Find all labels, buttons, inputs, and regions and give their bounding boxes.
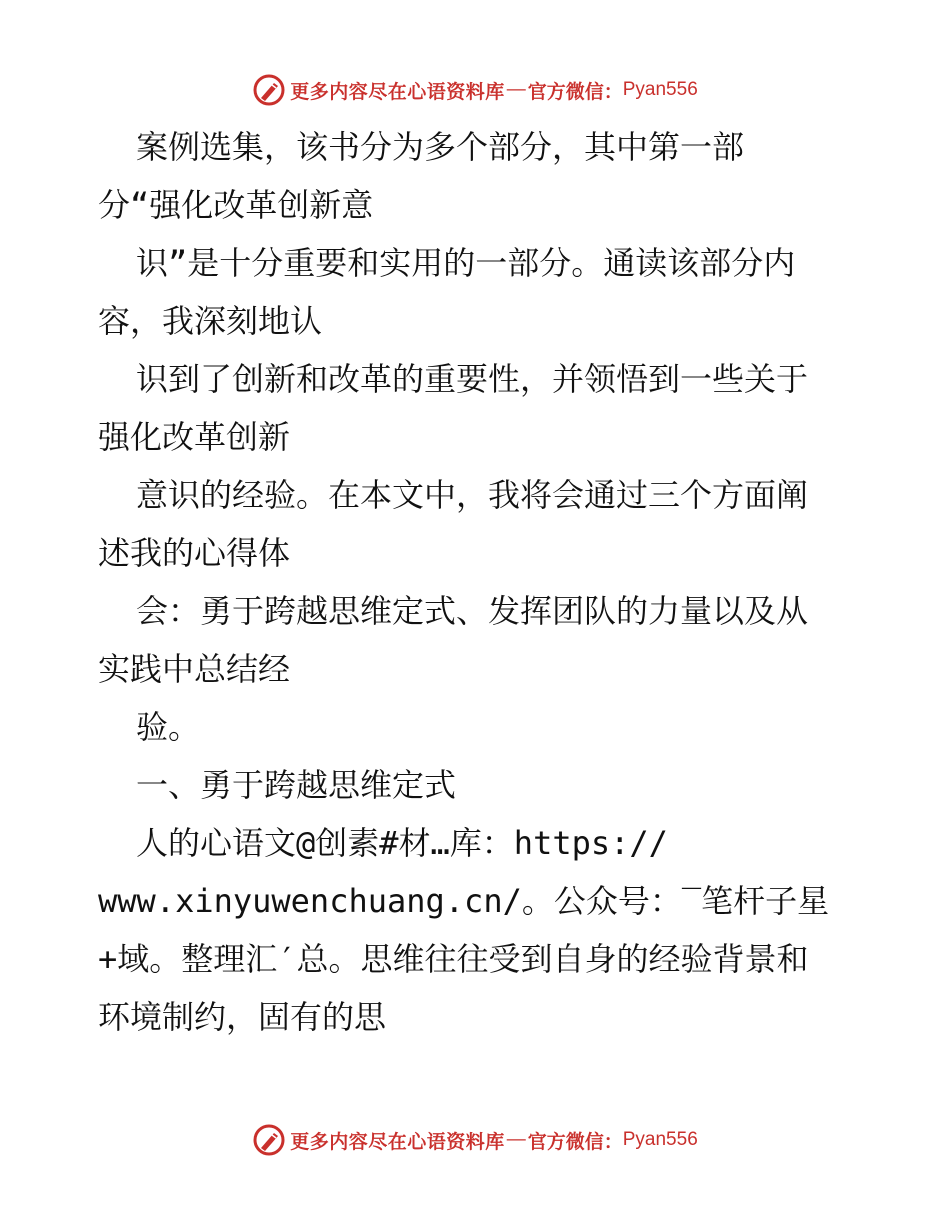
banner-separator: —	[506, 1129, 526, 1150]
pen-logo-icon	[252, 1123, 286, 1157]
text-line: 会：勇于跨越思维定式、发挥团队的力量以及从	[136, 592, 809, 630]
section-heading: 一、勇于跨越思维定式	[136, 766, 457, 804]
banner-wechat-label: 官方微信：	[527, 1130, 623, 1153]
header-banner	[0, 70, 950, 110]
text-line: 实践中总结经	[98, 650, 291, 688]
text-line: 识”是十分重要和实用的一部分。通读该部分内	[136, 244, 796, 282]
text-line: 识到了创新和改革的重要性，并领悟到一些关于	[136, 360, 809, 398]
text-line: 环境制约，固有的思	[98, 998, 387, 1036]
text-line: 案例选集，该书分为多个部分，其中第一部	[136, 128, 745, 166]
banner-slogan: 更多内容尽在心语资料库	[290, 80, 505, 103]
document-body	[98, 118, 858, 1046]
pen-logo-icon	[252, 73, 286, 107]
text-line: 人的心语文@创素#材…库：https://	[136, 824, 668, 862]
banner-wechat-id: Pyan556	[622, 1129, 698, 1150]
text-line: 述我的心得体	[98, 534, 291, 572]
banner-slogan: 更多内容尽在心语资料库	[290, 1130, 505, 1153]
text-line: 意识的经验。在本文中，我将会通过三个方面阐	[136, 476, 809, 514]
banner-separator: —	[506, 79, 526, 100]
text-line: 验。	[136, 708, 201, 746]
text-line: 容，我深刻地认	[98, 302, 323, 340]
footer-banner	[0, 1120, 950, 1160]
text-line: www.xinyuwenchuang.cn/。公众号：‾笔杆子星	[98, 882, 830, 920]
text-line: +域。整理汇′总。思维往往受到自身的经验背景和	[98, 940, 809, 978]
banner-wechat-label: 官方微信：	[527, 80, 623, 103]
banner-wechat-id: Pyan556	[622, 79, 698, 100]
text-line: 强化改革创新	[98, 418, 291, 456]
text-line: 分“强化改革创新意	[98, 186, 374, 224]
